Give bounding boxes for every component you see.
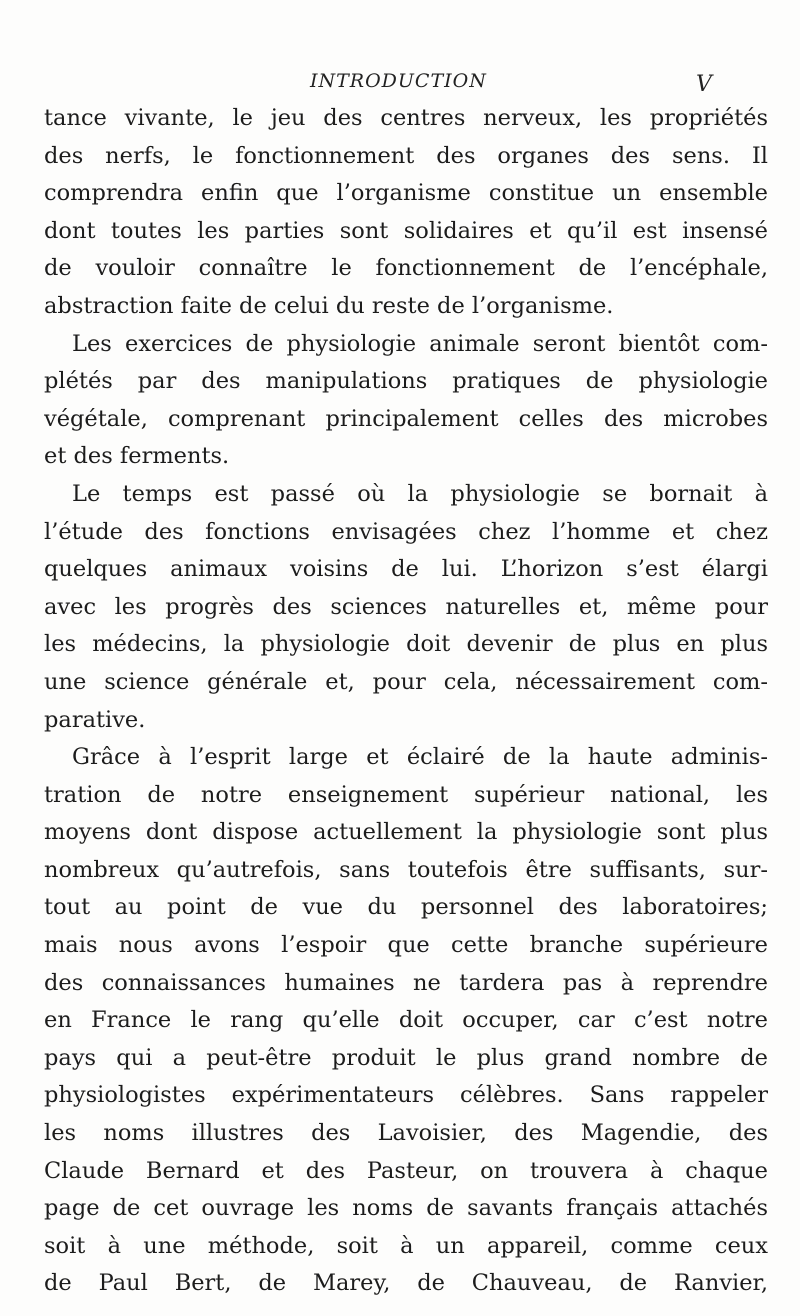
text-line: végétale, comprenant principalement celles des microbes <box>44 405 768 432</box>
text-line: parative. <box>44 706 146 733</box>
text-line: plétés par des manipulations pratiques de physiologie <box>44 368 768 395</box>
text-line: avec les progrès des sciences naturelles et, même pour <box>44 593 768 620</box>
text-line: comprendra enfin que l’organisme constitue un ensemble <box>44 180 768 207</box>
text-line: des nerfs, le fonctionnement des organes des sens. Il <box>44 142 768 169</box>
text-line: les noms illustres des Lavoisier, des Magendie, des <box>44 1120 768 1147</box>
body-text <box>44 100 768 1303</box>
text-line: mais nous avons l’espoir que cette branche supérieure <box>44 932 768 959</box>
text-line: pays qui a peut-être produit le plus grand nombre de <box>44 1044 768 1071</box>
text-line: abstraction faite de celui du reste de l’organisme. <box>44 292 614 319</box>
text-line: moyens dont dispose actuellement la physiologie sont plus <box>44 819 768 846</box>
page-number: V <box>696 72 712 97</box>
text-line: Les exercices de physiologie animale seront bientôt com- <box>72 330 768 357</box>
running-header <box>0 70 800 100</box>
text-line: des connaissances humaines ne tardera pas à reprendre <box>44 969 768 996</box>
text-line: Grâce à l’esprit large et éclairé de la haute adminis- <box>72 744 768 771</box>
text-line: tout au point de vue du personnel des laboratoires; <box>44 894 768 921</box>
running-title: INTRODUCTION <box>310 70 487 92</box>
text-line: quelques animaux voisins de lui. L’horizon s’est élargi <box>44 556 768 583</box>
text-line: l’étude des fonctions envisagées chez l’homme et chez <box>44 518 768 545</box>
text-line: de vouloir connaître le fonctionnement de l’encéphale, <box>44 255 768 282</box>
text-line: les médecins, la physiologie doit devenir de plus en plus <box>44 631 768 658</box>
text-line: soit à une méthode, soit à un appareil, comme ceux <box>44 1232 768 1259</box>
text-line: Le temps est passé où la physiologie se bornait à <box>72 480 768 507</box>
text-line: page de cet ouvrage les noms de savants français attachés <box>44 1195 768 1222</box>
text-line: tration de notre enseignement supérieur national, les <box>44 781 768 808</box>
text-line: de Paul Bert, de Marey, de Chauveau, de Ranvier, <box>44 1270 768 1297</box>
text-line: physiologistes expérimentateurs célèbres. Sans rappeler <box>44 1082 768 1109</box>
text-line: Claude Bernard et des Pasteur, on trouvera à chaque <box>44 1157 768 1184</box>
text-line: dont toutes les parties sont solidaires et qu’il est insensé <box>44 217 768 244</box>
text-line: en France le rang qu’elle doit occuper, car c’est notre <box>44 1007 768 1034</box>
text-line: nombreux qu’autrefois, sans toutefois être suffisants, sur- <box>44 856 768 883</box>
text-line: tance vivante, le jeu des centres nerveux, les propriétés <box>44 105 768 131</box>
text-line: et des ferments. <box>44 443 230 470</box>
text-line: une science générale et, pour cela, nécessairement com- <box>44 668 768 695</box>
